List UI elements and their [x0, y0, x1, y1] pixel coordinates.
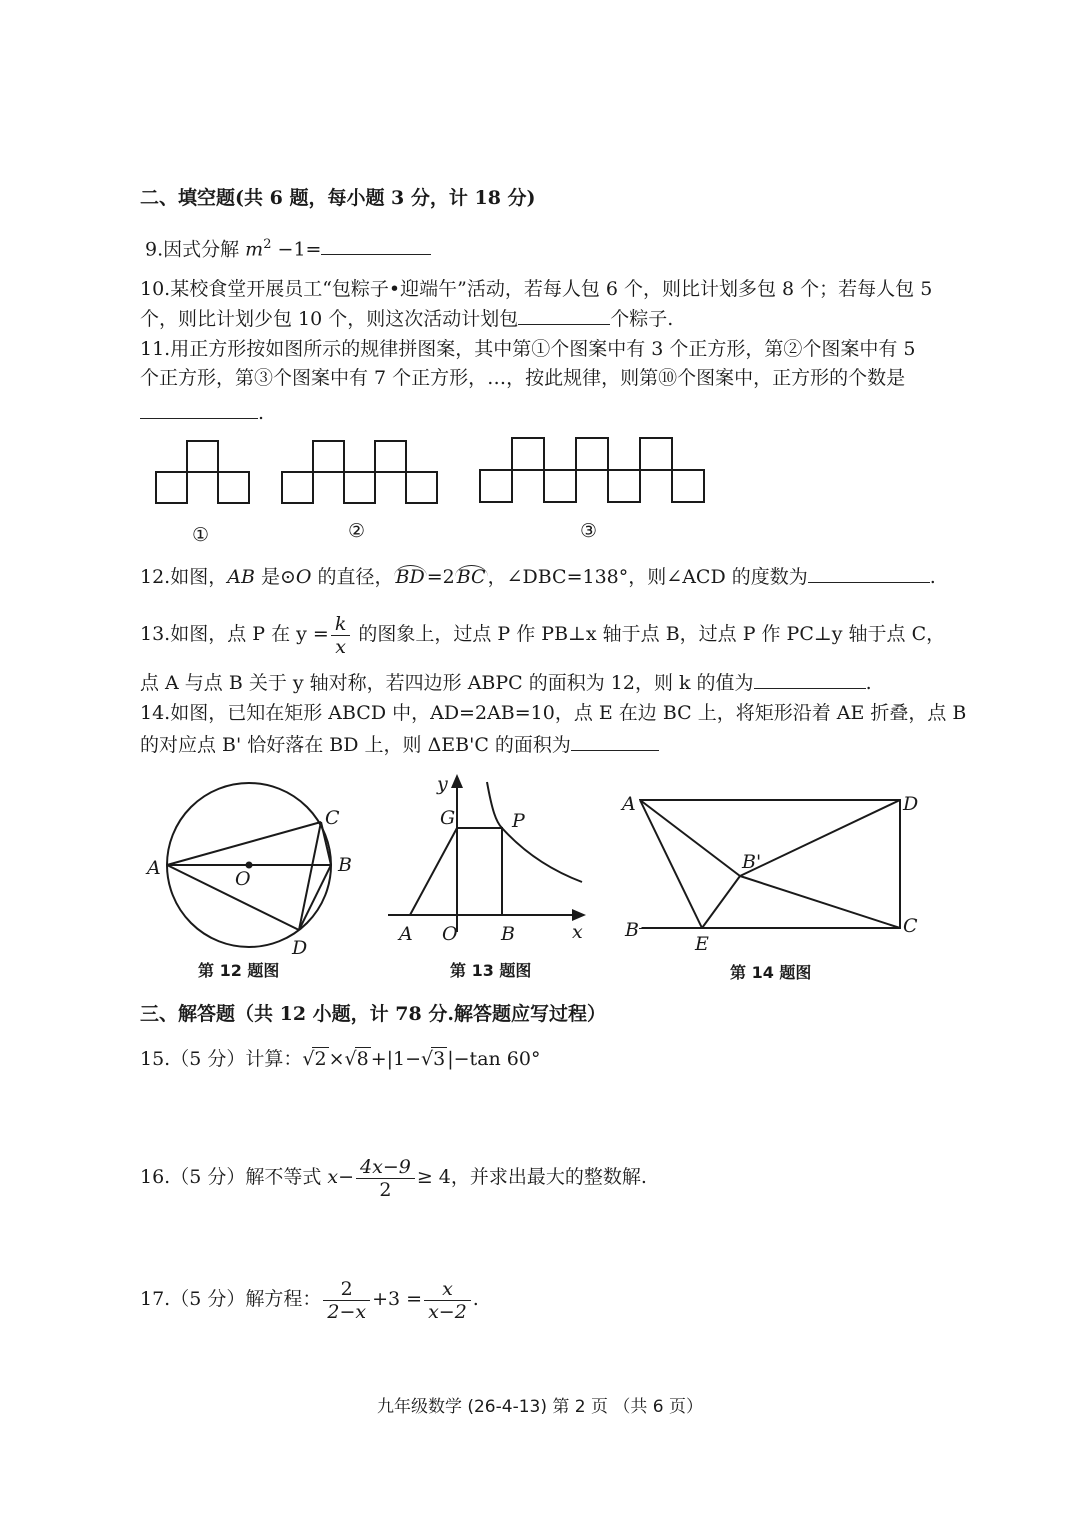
q17-fraction-2: [424, 1278, 471, 1323]
q17-frac2-num: x: [424, 1278, 471, 1301]
fig13-label-x: x: [572, 921, 583, 943]
pattern-3: [480, 438, 704, 502]
q17-frac2-den: x−2: [428, 1300, 467, 1323]
fig13-label-o: O: [442, 923, 458, 945]
q14-line-2-text: 的对应点 B' 恰好落在 BD 上，则 ΔEB'C 的面积为: [140, 734, 571, 756]
q12-arc-bc: BC: [456, 566, 486, 588]
section-2-title: 二、填空题(共 6 题，每小题 3 分，计 18 分): [140, 187, 536, 209]
fig14-label-b-prime: B': [742, 851, 762, 873]
q11-end: .: [258, 402, 265, 424]
q16-tail: ，并求出最大的整数解.: [450, 1166, 647, 1188]
q12-text-c: 的直径，: [311, 566, 394, 588]
fig13-label-a: A: [399, 923, 413, 945]
page-footer: 九年级数学 (26-4-13) 第 2 页 （共 6 页）: [376, 1397, 704, 1417]
q12-end: .: [929, 566, 936, 588]
fig14-label-c: C: [903, 915, 918, 937]
q12-ab: AB: [227, 566, 255, 588]
q17-end: .: [472, 1288, 479, 1310]
pattern-label-3: ③: [580, 520, 598, 542]
question-11-line-1: 11.用正方形按如图所示的规律拼图案，其中第①个图案中有 3 个正方形，第②个图案中有 5: [140, 338, 916, 360]
q12-eq: =2: [426, 566, 455, 588]
figure-12: [145, 783, 352, 980]
square-patterns-figure: [0, 0, 1080, 560]
q13-frac-num: k: [331, 613, 351, 636]
fig12-label-c: C: [325, 807, 340, 829]
q13-end: .: [865, 672, 872, 694]
fig14-label-a: A: [622, 793, 636, 815]
q16-frac-num: 4x−9: [356, 1156, 415, 1179]
q15-times: ×: [328, 1048, 345, 1070]
question-11-line-2: 个正方形，第③个图案中有 7 个正方形，…，按此规律，则第⑩个图案中，正方形的个数是: [140, 367, 906, 389]
q12-o: O: [295, 566, 312, 588]
q15-plus: +|1−: [370, 1048, 422, 1070]
question-17: [140, 1274, 950, 1324]
q16-minus: −: [338, 1166, 355, 1188]
q15-prefix: 15.（5 分）计算：: [140, 1048, 303, 1070]
pattern-2: [282, 441, 437, 503]
fig13-label-b: B: [501, 923, 515, 945]
q12-text-b: 是⊙: [254, 566, 296, 588]
figure-14: [620, 793, 918, 982]
q10-line2-a: 个，则比计划少包 10 个，则这次活动计划包: [140, 308, 519, 330]
question-13-line-1: [140, 612, 950, 658]
q16-x: x: [327, 1166, 339, 1188]
question-13-line-2: [140, 668, 950, 698]
fig12-label-a: A: [147, 857, 161, 879]
q15-sqrt-3: 3: [433, 1048, 446, 1070]
fig13-caption: 第 13 题图: [450, 961, 532, 980]
q15-sqrt-8: 8: [356, 1048, 369, 1070]
q17-prefix: 17.（5 分）解方程：: [140, 1288, 322, 1310]
q16-prefix: 16.（5 分）解不等式: [140, 1166, 328, 1188]
question-10-line-1: 10.某校食堂开展员工“包粽子•迎端午”活动，若每人包 6 个，则比计划多包 8 个；若每人包 5: [140, 278, 933, 300]
fig12-label-b: B: [338, 854, 352, 876]
fig13-label-g: G: [440, 807, 456, 829]
q9-var: m: [245, 238, 264, 261]
question-16: [140, 1152, 950, 1202]
pattern-1: [156, 441, 249, 503]
q10-line2-b: 个粽子.: [610, 308, 674, 330]
q12-text-a: 12.如图，: [140, 566, 228, 588]
q13-line-2-text: 点 A 与点 B 关于 y 轴对称，若四边形 ABPC 的面积为 12，则 k 的值为: [140, 672, 754, 694]
q13-fraction: [331, 613, 351, 658]
q17-frac1-num: 2: [323, 1278, 370, 1301]
q13-text-b: 的图象上，过点 P 作 PB⊥x 轴于点 B，过点 P 作 PC⊥y 轴于点 C，: [352, 623, 946, 645]
q17-frac1-den: 2−x: [327, 1300, 367, 1323]
question-12: [140, 562, 950, 592]
q9-prefix: 9.因式分解: [145, 238, 246, 261]
fig12-label-d: D: [292, 937, 308, 959]
q14-answer-blank[interactable]: [571, 730, 659, 751]
q13-answer-blank[interactable]: [754, 668, 866, 689]
section-3-title: 三、解答题（共 12 小题，计 78 分.解答题应写过程）: [140, 1003, 606, 1025]
pattern-label-1: ①: [192, 524, 210, 546]
q16-fraction: [356, 1156, 415, 1201]
pattern-label-2: ②: [348, 520, 366, 542]
q9-suffix: −1=: [271, 238, 322, 261]
q16-ge: ≥ 4: [416, 1166, 451, 1188]
q12-answer-blank[interactable]: [808, 562, 930, 583]
q12-text-d: ，∠DBC=138°，则∠ACD 的度数为: [487, 566, 808, 588]
fig13-label-p: P: [512, 810, 525, 832]
q15-tail: |−tan 60°: [447, 1048, 541, 1070]
q15-sqrt-2: 2: [314, 1048, 327, 1070]
figures-row: [0, 760, 1080, 990]
fig14-caption: 第 14 题图: [730, 963, 812, 982]
figure-13: [388, 773, 586, 980]
q16-frac-den: 2: [379, 1178, 392, 1201]
fig14-label-b: B: [625, 919, 639, 941]
question-14-line-2: [140, 730, 950, 760]
q9-exponent: 2: [263, 237, 272, 252]
question-15: 15.（5 分）计算：√2 ×√8 +|1−√3 |−tan 60°: [140, 1048, 541, 1070]
fig12-label-o: O: [235, 868, 251, 890]
fig14-label-e: E: [695, 933, 709, 955]
fig14-label-d: D: [903, 793, 919, 815]
fig12-caption: 第 12 题图: [198, 961, 280, 980]
q13-frac-den: x: [335, 635, 346, 658]
fig13-label-y: y: [437, 773, 448, 795]
q17-fraction-1: [323, 1278, 370, 1323]
q17-mid: +3 =: [372, 1288, 423, 1310]
q13-text-a: 13.如图，点 P 在 y =: [140, 623, 329, 645]
question-14-line-1: 14.如图，已知在矩形 ABCD 中，AD=2AB=10，点 E 在边 BC 上，将矩形沿着 AE 折叠，点 B: [140, 702, 967, 724]
q12-arc-bd: BD: [395, 566, 425, 588]
